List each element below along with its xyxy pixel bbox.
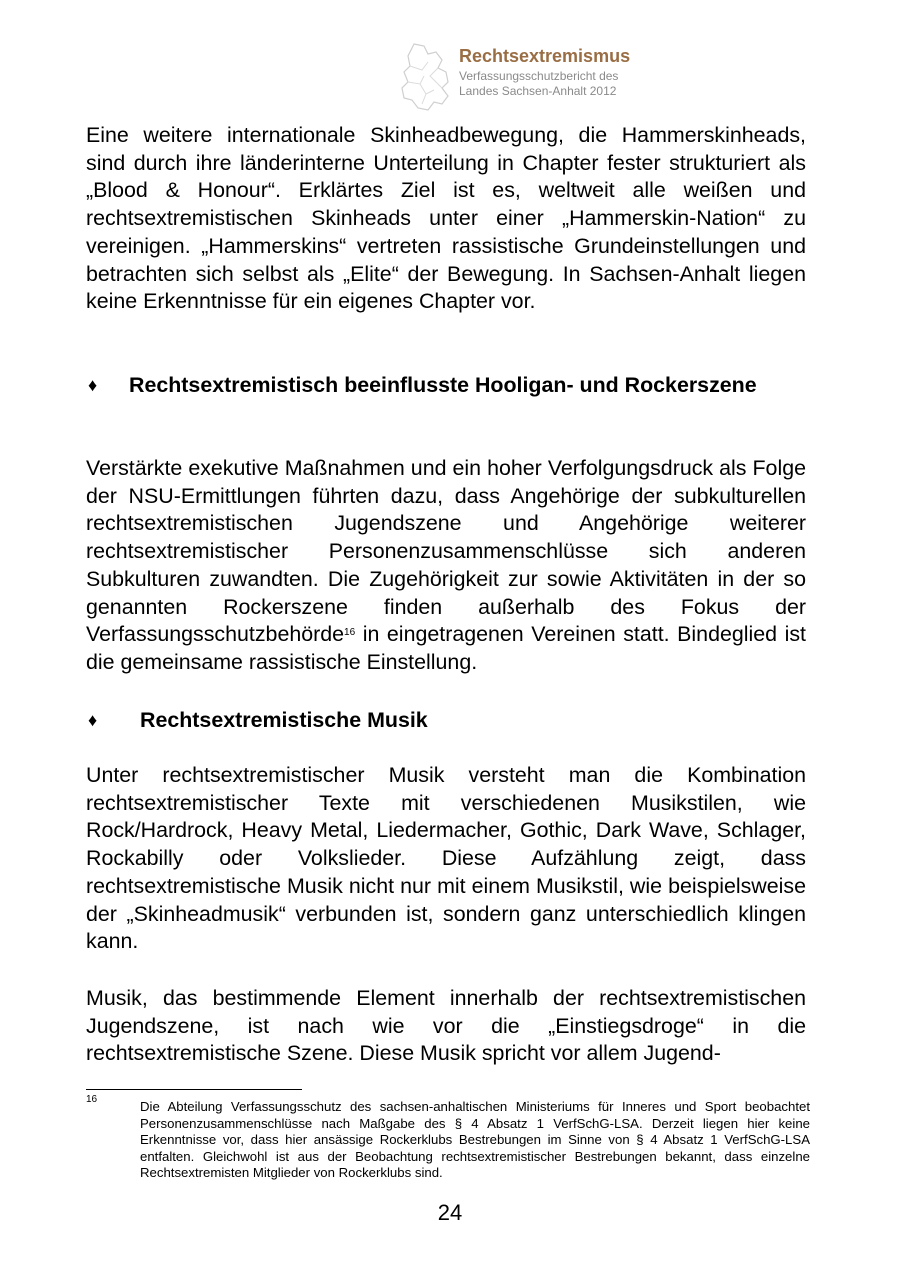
footnote-reference: 16 — [344, 627, 356, 639]
paragraph-hammerskins: Eine weitere internationale Skinheadbewegung, die Hammerskinheads, sind durch ihre länderinterne Unterteilung in Chapter fester strukturiert als „Blood & Honour“. Erklärtes Ziel ist es, weltweit alle weißen und rechtsextremistischen Skinheads unter einer „Hammerskin-Nation“ zu vereinigen. „Hammerskins“ vertreten rassistische Grundeinstellungen und betrachten sich selbst als „Elite“ der Bewegung. In Sachsen-Anhalt liegen keine Erkenntnisse für ein eigenes Chapter vor. — [86, 123, 806, 314]
page-number: 24 — [437, 1200, 463, 1225]
paragraph-rockerszene — [86, 455, 806, 677]
header-subtitle-line2: Landes Sachsen-Anhalt 2012 — [459, 84, 617, 98]
paragraph-musik-definition: Unter rechtsextremistischer Musik versteht man die Kombination rechtsextremistischer Texte mit verschiedenen Musikstilen, wie Rock/Hardrock, Heavy Metal, Liedermacher, Gothic, Dark Wave, Schlager, Rockabilly oder Volkslieder. Diese Aufzählung zeigt, dass rechtsextremistische Musik nicht nur mit einem Musikstil, wie beispielsweise der „Skinheadmusik“ verbunden ist, sondern ganz unterschiedlich klingen kann. — [86, 763, 806, 954]
paragraph-rockerszene-text: Verstärkte exekutive Maßnahmen und ein hoher Verfolgungsdruck als Folge der NSU-Ermittlungen führten dazu, dass Angehörige der subkulturellen rechtsextremistischen Jugendszene und Angehörige weiterer rechtsextremistischer Personenzusammenschlüsse sich anderen Subkulturen zuwandten. Die Zugehörigkeit zur sowie Aktivitäten in der so genannten Rockerszene finden außerhalb des Fokus der Verfassungsschutzbehörde — [86, 456, 806, 647]
paragraph-rockerszene-text-end: in eingetragenen Vereinen statt. Bindeglied ist die gemeinsame rassistische Einstellung. — [86, 622, 806, 674]
header-subtitle-line1: Verfassungsschutzbericht des — [459, 69, 619, 83]
footnote-number: 16 — [86, 1094, 98, 1105]
sachsen-anhalt-map-icon — [398, 42, 454, 114]
header-title: Rechtsextremismus — [459, 46, 631, 66]
bullet-icon: ♦ — [88, 710, 98, 730]
footnote-divider — [86, 1089, 302, 1090]
heading-musik: Rechtsextremistische Musik — [140, 708, 428, 732]
footnote-text: Die Abteilung Verfassungsschutz des sachsen-anhaltischen Ministeriums für Inneres und Sport beobachtet Personenzusammenschlüsse nach Maßgabe des § 4 Absatz 1 VerfSchG-LSA. Derzeit liegen hier keine Erkenntnisse vor, dass hier ansässige Rockerklubs Bestrebungen im Sinne von § 4 Absatz 1 VerfSchG-LSA entfalten. Gleichwohl ist aus der Beobachtung rechtsextremistischer Bestrebungen bekannt, dass einzelne Rechtsextremisten Mitglieder von Rockerklubs sind. — [140, 1099, 810, 1180]
heading-hooligan-rocker: Rechtsextremistisch beeinflusste Hooligan- und Rockerszene — [129, 373, 757, 397]
paragraph-musik-einstieg: Musik, das bestimmende Element innerhalb der rechtsextremistischen Jugendszene, ist nach wie vor die „Einstiegsdroge“ in die rechtsextremistische Szene. Diese Musik spricht vor allem Jugend- — [86, 986, 806, 1066]
page-header — [398, 42, 698, 114]
bullet-icon: ♦ — [88, 375, 98, 395]
